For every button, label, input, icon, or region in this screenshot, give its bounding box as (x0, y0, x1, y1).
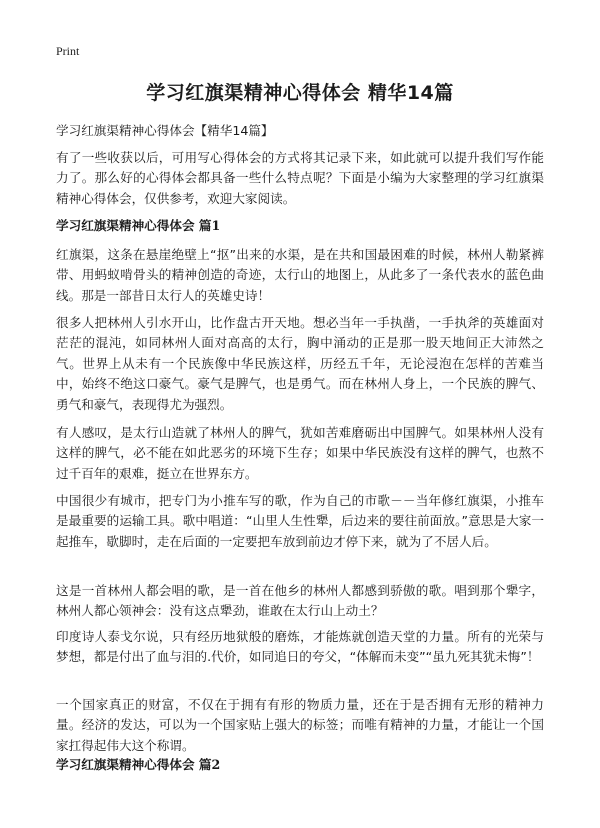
print-link[interactable]: Print (56, 44, 80, 58)
section1-paragraph-3: 有人感叹，是太行山造就了林州人的脾气，犹如苦难磨砺出中国脾气。如果林州人没有这样的脾气，必不能在如此恶劣的环境下生存；如果中华民族没有这样的脾气，也熬不过千百年的艰难，挺立在世界东方。 (56, 425, 544, 481)
section-heading-2: 学习红旗渠精神心得体会 篇2 (56, 757, 221, 772)
section1-paragraph-2: 很多人把林州人引水开山，比作盘古开天地。想必当年一手执凿，一手执斧的英雄面对茫茫的混沌，如同林州人面对高高的太行，胸中涌动的正是那一股天地间正大沛然之气。世界上从未有一个民族像中华民族这样，历经五千年，无论浸泡在怎样的苦难当中，始终不绝这口豪气。豪气是脾气，也是勇气。而在林州人身上，一个民族的脾气、勇气和豪气，表现得尤为强烈。 (56, 315, 544, 412)
page-title: 学习红旗渠精神心得体会 精华14篇 (146, 82, 454, 104)
section1-paragraph-4: 中国很少有城市，把专门为小推车写的歌，作为自己的市歌－－当年修红旗渠，小推车是最重要的运输工具。歌中唱道：“山里人生性犟，后边来的要往前面放。”意思是大家一起推车，歇脚时，走在后面的一定要把车放到前边才停下来，就为了不居人后。 (56, 493, 544, 549)
section-heading-1: 学习红旗渠精神心得体会 篇1 (56, 218, 221, 233)
section1-paragraph-6: 印度诗人泰戈尔说，只有经历地狱般的磨炼，才能炼就创造天堂的力量。所有的光荣与梦想，都是付出了血与泪的.代价，如同追日的夸父，“体解而未变”“虽九死其犹未悔”！ (56, 629, 544, 665)
intro-paragraph: 有了一些收获以后，可用写心得体会的方式将其记录下来，如此就可以提升我们写作能力了。那么好的心得体会都具备一些什么特点呢？下面是小编为大家整理的学习红旗渠精神心得体会，仅供参考，欢迎大家阅读。 (56, 150, 544, 206)
section1-paragraph-5: 这是一首林州人都会唱的歌，是一首在他乡的林州人都感到骄傲的歌。唱到那个犟字，林州人都心领神会：没有这点犟劲，谁敢在太行山上动土？ (56, 583, 544, 619)
section1-paragraph-7: 一个国家真正的财富，不仅在于拥有有形的物质力量，还在于是否拥有无形的精神力量。经济的发达，可以为一个国家贴上强大的标签；而唯有精神的力量，才能让一个国家扛得起伟大这个称谓。 (56, 697, 544, 753)
section1-paragraph-1: 红旗渠，这条在悬崖绝壁上“抠”出来的水渠，是在共和国最困难的时候，林州人勒紧裤带、用蚂蚁啃骨头的精神创造的奇迹，太行山的地图上，从此多了一条代表水的蓝色曲线。那是一部昔日太行人的英雄史诗！ (56, 247, 544, 303)
document-subtitle: 学习红旗渠精神心得体会【精华14篇】 (56, 123, 274, 138)
